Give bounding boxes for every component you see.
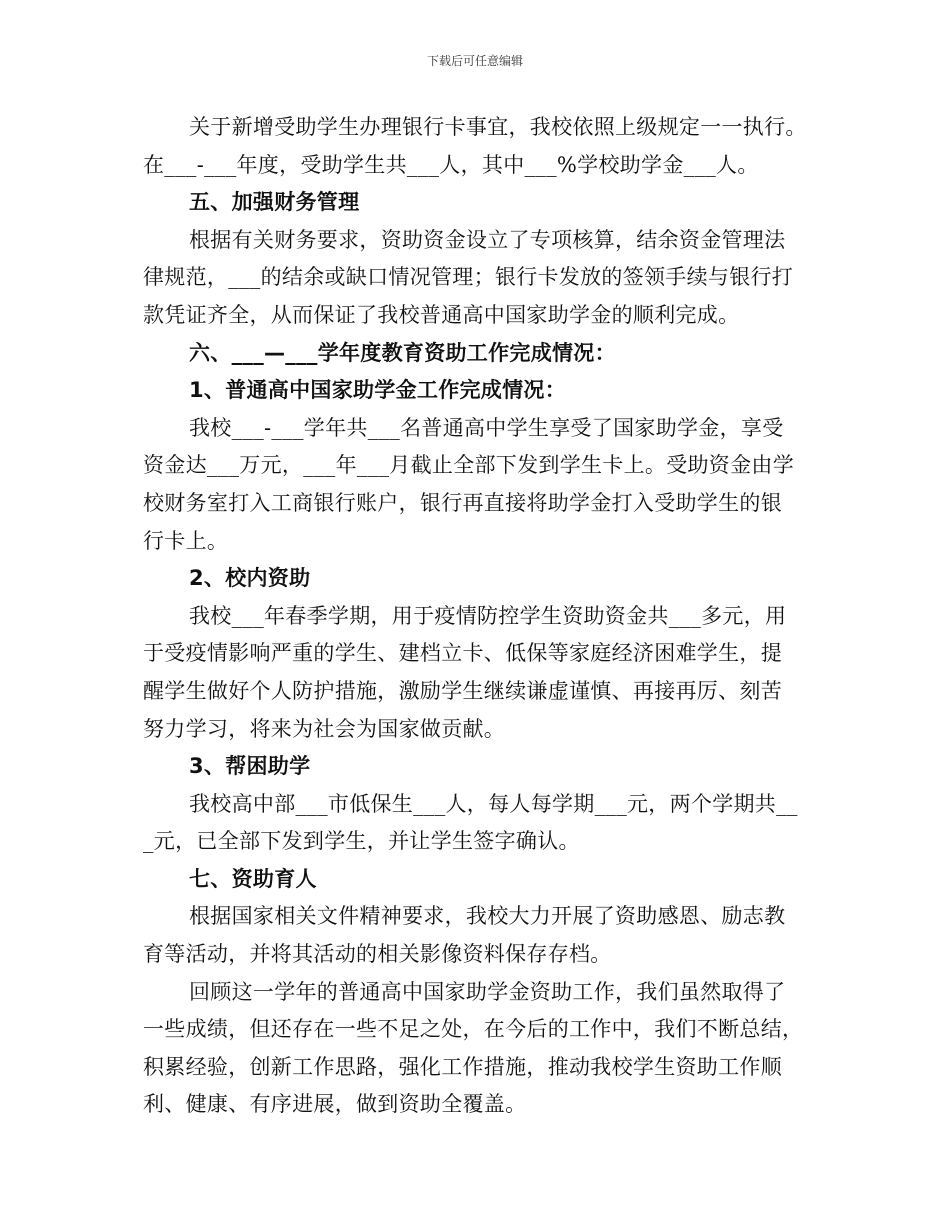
subsection-heading: 3、帮困助学: [189, 754, 311, 779]
document-body: [143, 109, 819, 1124]
body-line: 利、健康、有序进展，做到资助全覆盖。: [143, 1092, 527, 1117]
body-line: 我校高中部___市低保生___人，每人每学期___元，两个学期共__: [189, 791, 798, 816]
section-heading: 五、加强财务管理: [189, 190, 360, 215]
body-line: 一些成绩，但还存在一些不足之处，在今后的工作中，我们不断总结，: [143, 1017, 804, 1042]
subsection-heading: 1、普通高中国家助学金工作完成情况：: [189, 378, 567, 403]
body-line: 于受疫情影响严重的学生、建档立卡、低保等家庭经济困难学生，提: [143, 641, 782, 666]
body-line: 校财务室打入工商银行账户，银行再直接将助学金打入受助学生的银: [143, 490, 782, 515]
body-line: 根据国家相关文件精神要求，我校大力开展了资助感恩、励志教: [189, 904, 786, 929]
body-line: 回顾这一学年的普通高中国家助学金资助工作，我们虽然取得了: [189, 979, 786, 1004]
body-line: 我校___-___学年共___名普通高中学生享受了国家助学金，享受: [189, 415, 784, 440]
body-line: 款凭证齐全，从而保证了我校普通高中国家助学金的顺利完成。: [143, 302, 740, 327]
section-heading: 六、___—___学年度教育资助工作完成情况：: [189, 340, 616, 365]
body-line: 我校___年春季学期，用于疫情防控学生资助资金共___多元，用: [189, 603, 787, 628]
body-line: 努力学习，将来为社会为国家做贡献。: [143, 716, 506, 741]
subsection-heading: 2、校内资助: [189, 566, 311, 591]
body-line: _元，已全部下发到学生，并让学生签字确认。: [143, 829, 580, 854]
body-line: 育等活动，并将其活动的相关影像资料保存存档。: [143, 942, 612, 967]
body-line: 关于新增受助学生办理银行卡事宜，我校依照上级规定一一执行。: [189, 115, 807, 139]
body-line: 律规范，___的结余或缺口情况管理；银行卡发放的签领手续与银行打: [143, 265, 794, 290]
page-header: 下载后可任意编辑: [426, 54, 523, 68]
body-line: 醒学生做好个人防护措施，激励学生继续谦虚谨慎、再接再厉、刻苦: [143, 678, 782, 703]
body-line: 根据有关财务要求，资助资金设立了专项核算，结余资金管理法: [189, 227, 786, 252]
body-line: 资金达___万元，___年___月截止全部下发到学生卡上。受助资金由学: [143, 453, 794, 478]
body-line: 积累经验，创新工作思路，强化工作措施，推动我校学生资助工作顺: [143, 1054, 782, 1079]
section-heading: 七、资助育人: [189, 866, 317, 891]
body-line: 行卡上。: [143, 528, 229, 553]
body-line: 在___-___年度，受助学生共___人，其中___%学校助学金___人。: [143, 152, 759, 177]
